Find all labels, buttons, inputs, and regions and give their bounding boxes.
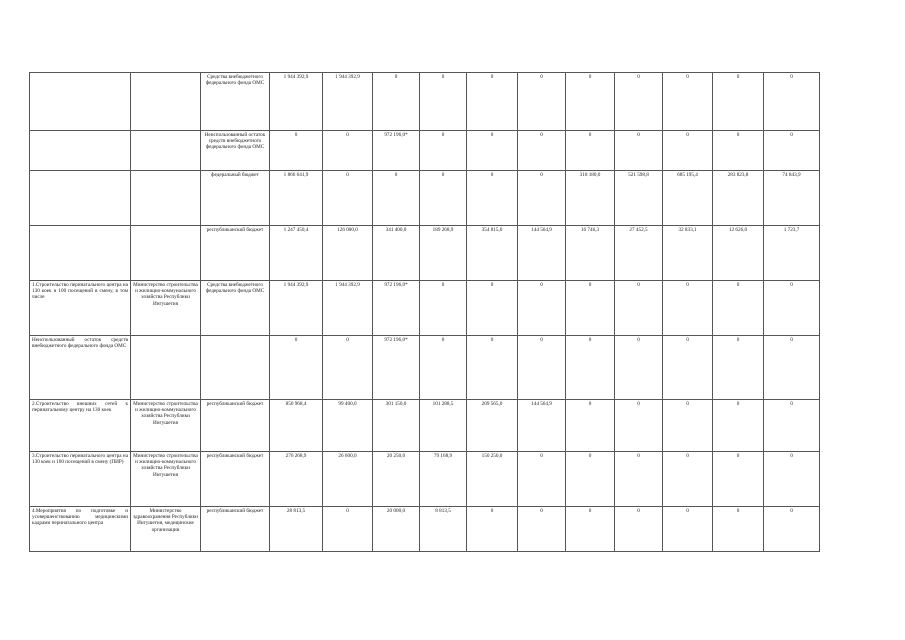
amount-cell: 0	[323, 171, 373, 226]
amount-cell: 0	[420, 73, 467, 131]
amount-cell: 283 823,8	[713, 171, 764, 226]
amount-cell: 0	[615, 452, 663, 507]
funding-source-cell: Неиспользованный остаток средств внебюджетного федерального фонда ОМС	[201, 131, 270, 171]
amount-cell: 0	[566, 73, 615, 131]
amount-cell: 0	[764, 400, 820, 452]
table-row	[30, 400, 820, 452]
table-row	[30, 281, 820, 336]
amount-cell: 26 600,0	[323, 452, 373, 507]
amount-cell: 0	[764, 131, 820, 171]
amount-cell: 0	[518, 452, 566, 507]
funding-source-cell: федеральный бюджет	[201, 171, 270, 226]
table-body	[30, 73, 820, 552]
amount-cell: 0	[663, 131, 713, 171]
amount-cell: 0	[663, 452, 713, 507]
amount-cell: 20 000,0	[373, 507, 420, 552]
amount-cell: 0	[518, 281, 566, 336]
amount-cell: 0	[713, 400, 764, 452]
amount-cell: 0	[615, 507, 663, 552]
amount-cell: 27 452,5	[615, 226, 663, 281]
amount-cell: 1 944 392,9	[270, 281, 323, 336]
amount-cell: 0	[663, 400, 713, 452]
amount-cell: 0	[764, 452, 820, 507]
amount-cell: 0	[663, 73, 713, 131]
amount-cell: 1 247 450,4	[270, 226, 323, 281]
table-row	[30, 507, 820, 552]
amount-cell: 0	[323, 131, 373, 171]
amount-cell: 0	[713, 452, 764, 507]
activity-cell	[30, 226, 131, 281]
amount-cell: 972 196,0*	[373, 131, 420, 171]
budget-table	[29, 72, 820, 552]
amount-cell: 0	[615, 131, 663, 171]
funding-source-cell: республиканский бюджет	[201, 452, 270, 507]
amount-cell: 0	[270, 131, 323, 171]
amount-cell: 1 723,7	[764, 226, 820, 281]
amount-cell: 101 288,5	[420, 400, 467, 452]
activity-cell: 4.Мероприятия по подготовке и усовершенствованию медицинскими кадрами перинатального центра	[30, 507, 131, 552]
amount-cell: 1 944 392,9	[323, 73, 373, 131]
amount-cell: 32 833,1	[663, 226, 713, 281]
amount-cell: 1 866 641,9	[270, 171, 323, 226]
amount-cell: 99 400,0	[323, 400, 373, 452]
executor-cell	[131, 226, 201, 281]
amount-cell: 0	[467, 131, 518, 171]
amount-cell: 20 250,0	[373, 452, 420, 507]
amount-cell: 144 564,9	[518, 400, 566, 452]
amount-cell: 0	[566, 400, 615, 452]
table-row	[30, 131, 820, 171]
funding-source-cell: республиканский бюджет	[201, 226, 270, 281]
funding-source-cell: Средства внебюджетного федерального фонда ОМС	[201, 281, 270, 336]
amount-cell: 354 815,0	[467, 226, 518, 281]
amount-cell: 0	[615, 281, 663, 336]
amount-cell: 144 564,9	[518, 226, 566, 281]
amount-cell: 0	[518, 507, 566, 552]
table-row	[30, 171, 820, 226]
amount-cell: 0	[663, 507, 713, 552]
amount-cell: 0	[713, 131, 764, 171]
amount-cell: 0	[615, 400, 663, 452]
amount-cell: 0	[615, 73, 663, 131]
activity-cell: 3.Строительство перинатального центра на 130 коек и 100 посещений в смену (ПИР)	[30, 452, 131, 507]
amount-cell: 0	[663, 281, 713, 336]
amount-cell: 209 565,0	[467, 400, 518, 452]
amount-cell: 12 626,0	[713, 226, 764, 281]
amount-cell: 0	[323, 336, 373, 400]
executor-cell: Министерство здравоохранения Республики Ингушетия, медицинские организации	[131, 507, 201, 552]
funding-source-cell	[201, 336, 270, 400]
amount-cell: 0	[663, 336, 713, 400]
activity-cell: Неиспользованный остаток средств внебюджетного федерального фонда ОМС	[30, 336, 131, 400]
amount-cell: 0	[764, 507, 820, 552]
amount-cell: 0	[713, 507, 764, 552]
amount-cell: 0	[518, 73, 566, 131]
executor-cell	[131, 73, 201, 131]
amount-cell: 0	[518, 336, 566, 400]
executor-cell: Министерство строительства и жилищно-коммунального хозяйства Республики Ингушетия	[131, 452, 201, 507]
amount-cell: 521 598,8	[615, 171, 663, 226]
amount-cell: 0	[270, 336, 323, 400]
activity-cell	[30, 73, 131, 131]
executor-cell	[131, 171, 201, 226]
table-row	[30, 226, 820, 281]
amount-cell: 0	[420, 336, 467, 400]
amount-cell: 0	[467, 171, 518, 226]
amount-cell: 0	[467, 281, 518, 336]
amount-cell: 0	[323, 507, 373, 552]
amount-cell: 0	[713, 73, 764, 131]
amount-cell: 0	[713, 336, 764, 400]
funding-source-cell: республиканский бюджет	[201, 400, 270, 452]
amount-cell: 0	[518, 171, 566, 226]
executor-cell	[131, 336, 201, 400]
executor-cell	[131, 131, 201, 171]
activity-cell: 1.Строительство перинатального центра на 130 коек и 100 посещений в смену, в том числе	[30, 281, 131, 336]
amount-cell: 189 268,9	[420, 226, 467, 281]
funding-source-cell: Средства внебюджетного федерального фонда ОМС	[201, 73, 270, 131]
amount-cell: 150 250,0	[467, 452, 518, 507]
activity-cell	[30, 171, 131, 226]
amount-cell: 126 000,0	[323, 226, 373, 281]
amount-cell: 0	[566, 131, 615, 171]
amount-cell: 1 944 392,9	[270, 73, 323, 131]
activity-cell	[30, 131, 131, 171]
amount-cell: 0	[373, 73, 420, 131]
amount-cell: 0	[467, 73, 518, 131]
amount-cell: 0	[420, 281, 467, 336]
amount-cell: 685 195,4	[663, 171, 713, 226]
amount-cell: 0	[518, 131, 566, 171]
amount-cell: 1 944 392,9	[323, 281, 373, 336]
amount-cell: 0	[566, 507, 615, 552]
amount-cell: 0	[467, 336, 518, 400]
funding-source-cell: республиканский бюджет	[201, 507, 270, 552]
amount-cell: 0	[713, 281, 764, 336]
amount-cell: 301 150,0	[373, 400, 420, 452]
amount-cell: 8 813,5	[420, 507, 467, 552]
amount-cell: 0	[764, 336, 820, 400]
amount-cell: 318 180,0	[566, 171, 615, 226]
amount-cell: 16 746,3	[566, 226, 615, 281]
amount-cell: 0	[420, 131, 467, 171]
amount-cell: 28 813,5	[270, 507, 323, 552]
amount-cell: 0	[566, 452, 615, 507]
executor-cell: Министерство строительства и жилищно-коммунального хозяйства Республики Ингушетия	[131, 281, 201, 336]
amount-cell: 0	[467, 507, 518, 552]
amount-cell: 972 196,0*	[373, 281, 420, 336]
amount-cell: 74 843,9	[764, 171, 820, 226]
amount-cell: 276 268,9	[270, 452, 323, 507]
amount-cell: 341 400,0	[373, 226, 420, 281]
activity-cell: 2.Строительство внешних сетей к перинатальному центру на 130 коек	[30, 400, 131, 452]
table-row	[30, 452, 820, 507]
table-row	[30, 73, 820, 131]
executor-cell: Министерство строительства и жилищно-коммунального хозяйства Республики Ингушетия	[131, 400, 201, 452]
amount-cell: 0	[566, 281, 615, 336]
amount-cell: 0	[420, 171, 467, 226]
amount-cell: 0	[764, 73, 820, 131]
amount-cell: 0	[566, 336, 615, 400]
amount-cell: 0	[764, 281, 820, 336]
table-row	[30, 336, 820, 400]
amount-cell: 850 968,4	[270, 400, 323, 452]
amount-cell: 79 168,9	[420, 452, 467, 507]
amount-cell: 0	[615, 336, 663, 400]
amount-cell: 972 196,0*	[373, 336, 420, 400]
amount-cell: 0	[373, 171, 420, 226]
